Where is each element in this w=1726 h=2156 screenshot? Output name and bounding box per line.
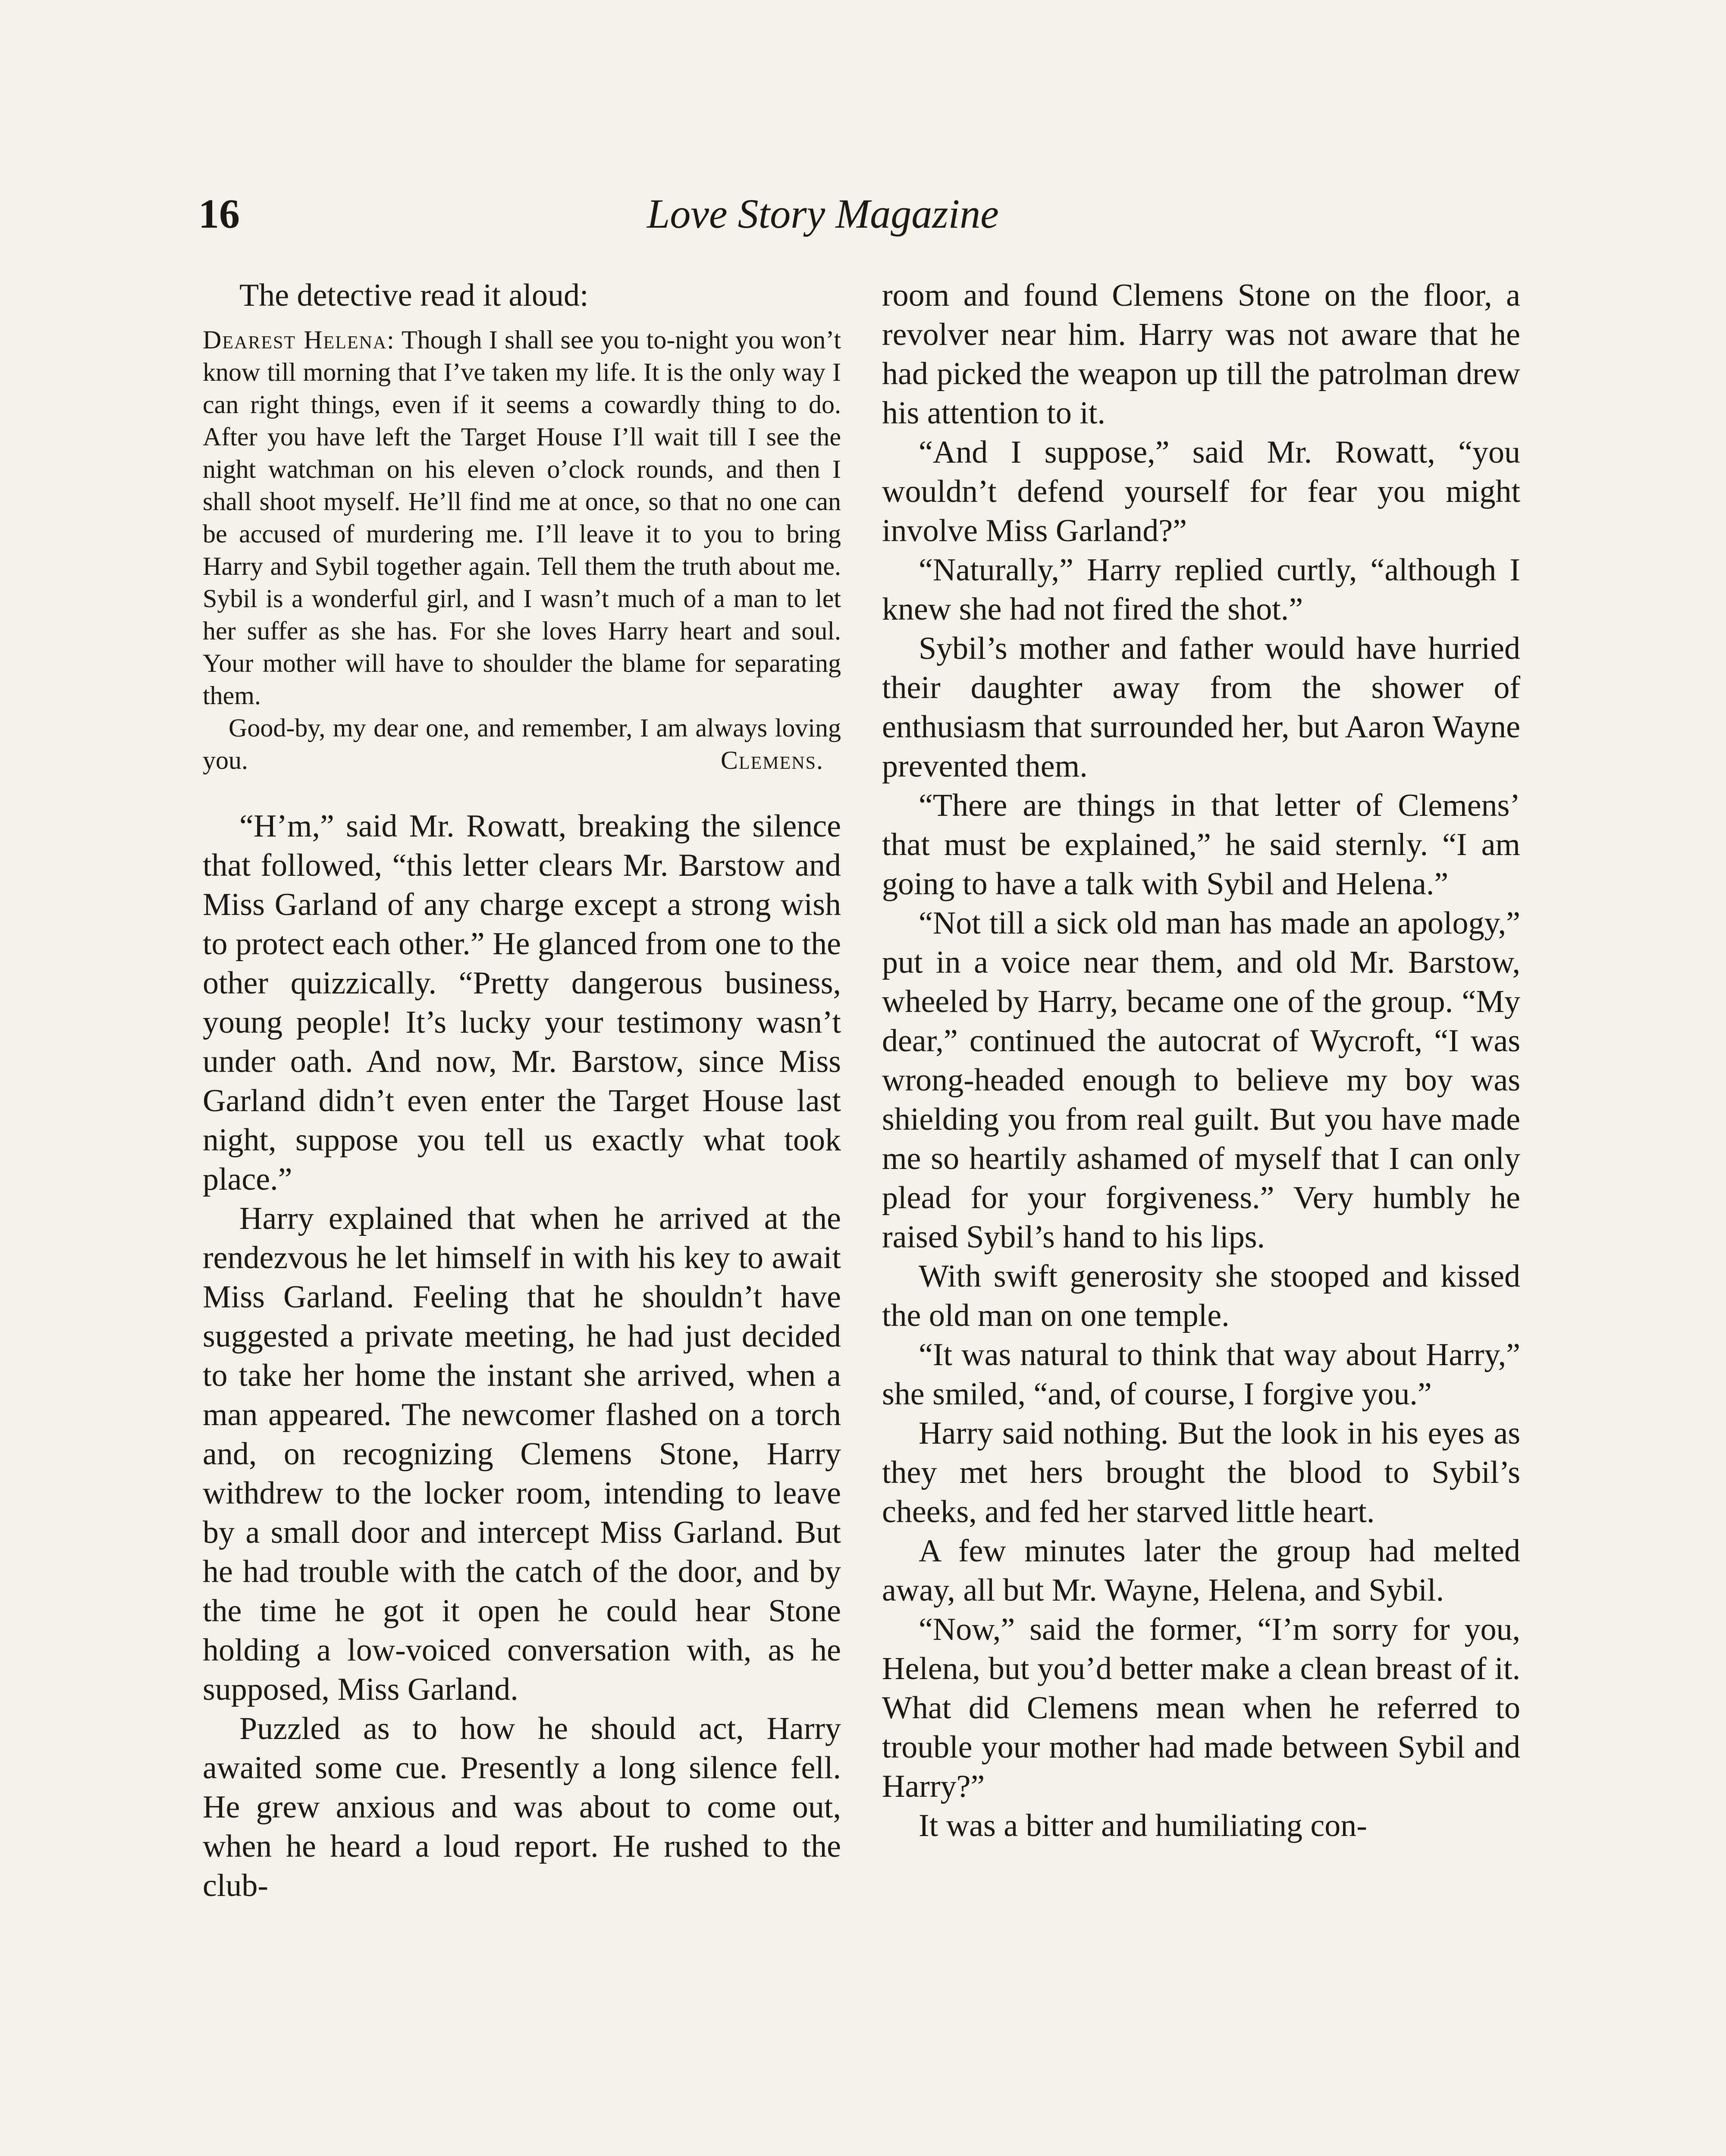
letter-body-text: Though I shall see you to-night you won’t know till morning that I’ve taken my life. It is the only way I can right things, even if it seems a cowardly thing to do. After you have left the Target House I’ll wait till I see the night watchman on his eleven o’clock rounds, and then I shall shoot myself. He’ll find me at once, so that no one can be accused of murdering me. I’ll leave it to you to bring Harry and Sybil together again. Tell them the truth about me. Sybil is a wonderful girl, and I wasn’t much of a man to let her suffer as she has. For she loves Harry heart and soul. Your mother will have to shoulder the blame for separating them. <box>203 326 841 710</box>
story-paragraph: “H’m,” said Mr. Rowatt, breaking the silence that followed, “this letter clears Mr. Barstow and Miss Garland of any charge except a strong wish to protect each other.” He glanced from one to the other quizzically. “Pretty dangerous business, young people! It’s lucky your testimony wasn’t under oath. And now, Mr. Barstow, since Miss Garland didn’t even enter the Target House last night, suppose you tell us exactly what took place.” <box>203 808 841 1197</box>
letter-signature: Clemens. <box>720 746 824 774</box>
story-paragraph: “It was natural to think that way about Harry,” she smiled, “and, of course, I forgive you.” <box>882 1337 1520 1412</box>
letter-salutation: Dearest Helena: <box>203 326 395 354</box>
story-paragraph: It was a bitter and humiliating con- <box>919 1808 1367 1843</box>
story-paragraph-continuation: room and found Clemens Stone on the floor, a revolver near him. Harry was not aware that he had picked the weapon up till the patrolman drew his attention to it. <box>882 278 1520 431</box>
story-paragraph: “And I suppose,” said Mr. Rowatt, “you wouldn’t defend yourself for fear you might involve Miss Garland?” <box>882 435 1520 548</box>
left-column <box>203 276 841 1905</box>
story-paragraph: “Naturally,” Harry replied curtly, “although I knew she had not fired the shot.” <box>882 552 1520 627</box>
story-paragraph: “There are things in that letter of Clemens’ that must be explained,” he said sternly. “I am going to have a talk with Sybil and Helena.” <box>882 788 1520 902</box>
story-paragraph: “Now,” said the former, “I’m sorry for you, Helena, but you’d better make a clean breast of it. What did Clemens mean when he referred to trouble your mother had made between Sybil and Harry?” <box>882 1612 1520 1804</box>
story-paragraph: Puzzled as to how he should act, Harry awaited some cue. Presently a long silence fell. He grew anxious and was about to come out, when he heard a loud report. He rushed to the club- <box>203 1711 841 1903</box>
right-column <box>882 276 1520 1846</box>
story-paragraph: Harry explained that when he arrived at the rendezvous he let himself in with his key to await Miss Garland. Feeling that he shouldn’t have suggested a private meeting, he had just decided to take her home the instant she arrived, when a man appeared. The newcomer flashed on a torch and, on recognizing Clemens Stone, Harry withdrew to the locker room, intending to leave by a small door and intercept Miss Garland. But he had trouble with the catch of the door, and by the time he got it open he could hear Stone holding a low-voiced conversation with, as he supposed, Miss Garland. <box>203 1201 841 1707</box>
story-paragraph: Sybil’s mother and father would have hurried their daughter away from the shower of enthusiasm that surrounded her, but Aaron Wayne prevented them. <box>882 631 1520 784</box>
story-paragraph: “Not till a sick old man has made an apology,” put in a voice near them, and old Mr. Barstow, wheeled by Harry, became one of the group. “My dear,” continued the autocrat of Wycroft, “I was wrong-headed enough to believe my boy was shielding you from real guilt. But you have made me so heartily ashamed of myself that I can only plead for your forgiveness.” Very humbly he raised Sybil’s hand to his lips. <box>882 906 1520 1255</box>
story-paragraph: With swift generosity she stooped and kissed the old man on one temple. <box>882 1259 1520 1333</box>
letter-closing-text: Good-by, my dear one, and remember, I am always loving you. <box>203 714 841 774</box>
story-paragraph: A few minutes later the group had melted away, all but Mr. Wayne, Helena, and Sybil. <box>882 1533 1520 1608</box>
story-paragraph: Harry said nothing. But the look in his eyes as they met hers brought the blood to Sybil’s cheeks, and fed her starved little heart. <box>882 1416 1520 1529</box>
letter-intro: The detective read it aloud: <box>239 278 589 313</box>
magazine-title: Love Story Magazine <box>647 191 999 237</box>
quoted-letter <box>203 324 841 777</box>
letter-closing <box>203 712 841 777</box>
letter-body <box>203 324 841 712</box>
page-number: 16 <box>198 191 240 237</box>
